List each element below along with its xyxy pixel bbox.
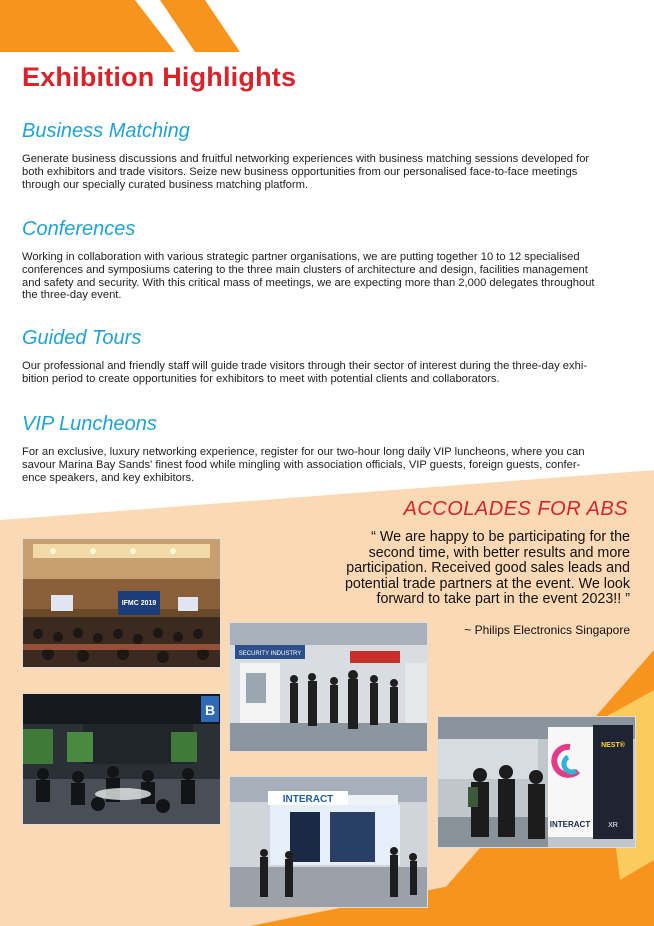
b-sign-text: B	[204, 702, 216, 718]
interact-booth-text: INTERACT	[549, 820, 591, 829]
security-banner-text: SECURITY INDUSTRY	[238, 651, 302, 657]
section-body-guided-tours	[22, 360, 634, 386]
text-line: bition period to create opportunities for exhibitors to meet with potential clients and collaborators.	[22, 372, 500, 385]
section-body-business-matching	[22, 153, 634, 191]
quote-line: second time, with better results and more	[368, 544, 630, 561]
text-line: savour Marina Bay Sands' finest food while mingling with association officials, VIP guests, foreign guests, confer-	[22, 458, 581, 471]
text-line: ence speakers, and key exhibitors.	[22, 471, 195, 484]
section-heading-business-matching: Business Matching	[22, 120, 190, 142]
text-line: through our specially curated business matching platform.	[22, 178, 309, 191]
section-body-vip-luncheons	[22, 446, 634, 484]
testimonial-quote	[300, 530, 630, 608]
text-line: Generate business discussions and fruitful networking experiences with business matching sessions developed for	[22, 153, 590, 165]
photo-expo-floor	[229, 622, 428, 752]
quote-line: forward to take part in the event 2023!! ”	[376, 591, 630, 608]
quote-line: potential trade partners at the event. We look	[344, 575, 630, 592]
page-title: Exhibition Highlights	[22, 62, 297, 92]
photo-vip-luncheon	[22, 693, 221, 825]
interact-banner-text: INTERACT	[282, 794, 334, 805]
xr-text: XR	[608, 822, 618, 829]
text-line: both exhibitors and trade visitors. Seize new business opportunities from our personalised face-to-face meetings	[22, 165, 578, 178]
text-line: Working in collaboration with various strategic partner organisations, we are putting together 10 to 12 specialised	[22, 251, 580, 263]
photo-nest-stand	[437, 716, 636, 848]
photo-interact-booth	[229, 776, 428, 908]
section-body-conferences	[22, 251, 634, 302]
testimonial-attribution: ~ Philips Electronics Singapore	[464, 623, 630, 637]
text-line: and safety and security. With this critical mass of meetings, we are expecting more than 2,000 delegates throughout	[22, 276, 595, 289]
section-heading-vip-luncheons: VIP Luncheons	[22, 413, 157, 435]
conference-screen-text: IFMC 2019	[121, 600, 157, 607]
text-line: the three-day event.	[22, 289, 122, 302]
nest-panel-text: NEST®	[601, 742, 625, 749]
quote-line: participation. Received good sales leads and	[346, 560, 630, 577]
accolades-title: ACCOLADES FOR ABS	[403, 498, 628, 520]
text-line: For an exclusive, luxury networking experience, register for our two-hour long daily VIP luncheons, where you can	[22, 446, 585, 458]
text-line: Our professional and friendly staff will guide trade visitors through their sector of interest during the three-day exhi-	[22, 360, 588, 372]
text-line: conferences and symposiums catering to the three main clusters of architecture and design, facilities management	[22, 263, 588, 276]
quote-line: “ We are happy to be participating for the	[371, 529, 630, 545]
section-heading-guided-tours: Guided Tours	[22, 327, 142, 349]
photo-conference-hall	[22, 538, 221, 668]
section-heading-conferences: Conferences	[22, 218, 136, 240]
